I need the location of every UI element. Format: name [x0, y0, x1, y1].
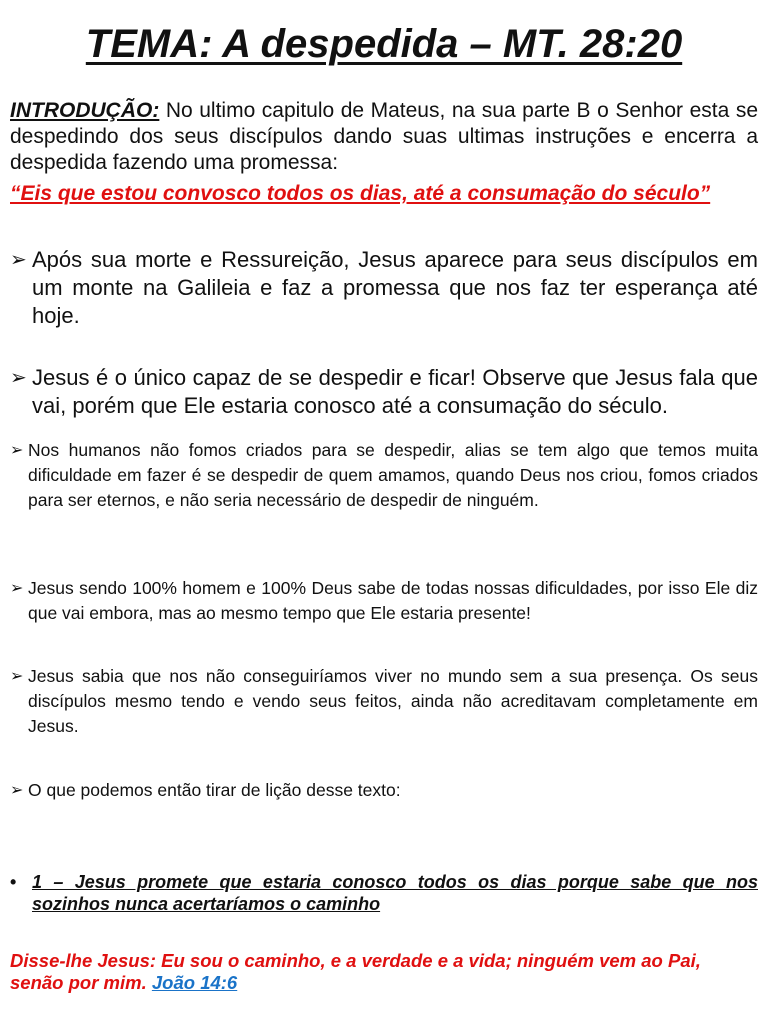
bullet-text: Jesus é o único capaz de se despedir e ficar! Observe que Jesus fala que vai, porém que Ele estaria conosco até a consumação do século.: [32, 365, 758, 418]
bullet-text: Após sua morte e Ressureição, Jesus aparece para seus discípulos em um monte na Galileia e faz a promessa que nos faz ter esperança até hoje.: [32, 247, 758, 328]
introduction-text: No ultimo capitulo de Mateus, na sua parte B o Senhor esta se despedindo dos seus discípulos dando suas ultimas instruções e encerra a despedida fazendo uma promessa:: [10, 99, 758, 174]
bible-verse: [10, 950, 758, 994]
arrow-bullet-icon: ➢: [10, 442, 24, 459]
bullet-text: Jesus sabia que nos não conseguiríamos viver no mundo sem a sua presença. Os seus discípulos mesmo tendo e vendo seus feitos, ainda não acreditavam completamente em Jesus.: [28, 666, 758, 736]
bullet-item: [10, 778, 758, 803]
introduction-label: INTRODUÇÃO:: [10, 99, 160, 122]
bullet-item: [10, 246, 758, 330]
promise-quote: “Eis que estou convosco todos os dias, até a consumação do século”: [10, 182, 711, 205]
arrow-bullet-icon: ➢: [10, 249, 27, 271]
bullet-item: [10, 664, 758, 739]
verse-reference-link[interactable]: João 14:6: [151, 972, 238, 993]
verse-text: Disse-lhe Jesus: Eu sou o caminho, e a verdade e a vida; ninguém vem ao Pai, senão por mim.: [10, 950, 701, 993]
arrow-bullet-icon: ➢: [10, 367, 27, 389]
dot-bullet-icon: •: [10, 872, 17, 892]
lesson-item: [10, 871, 758, 915]
arrow-bullet-icon: ➢: [10, 668, 24, 685]
title-text: TEMA: A despedida – MT. 28:20: [85, 22, 683, 66]
bullet-item: [10, 364, 758, 420]
bullet-item: [10, 438, 758, 513]
bullet-text: Jesus sendo 100% homem e 100% Deus sabe de todas nossas dificuldades, por isso Ele diz que vai embora, mas ao mesmo tempo que Ele estaria presente!: [28, 578, 758, 623]
arrow-bullet-icon: ➢: [10, 580, 24, 597]
lesson-text: 1 – Jesus promete que estaria conosco todos os dias porque sabe que nos sozinhos nunca acertaríamos o caminho: [32, 872, 758, 914]
bullet-text: O que podemos então tirar de lição desse texto:: [28, 780, 401, 800]
page-title: [0, 18, 768, 70]
introduction-paragraph: [10, 98, 758, 176]
bullet-item: [10, 576, 758, 626]
bullet-text: Nos humanos não fomos criados para se despedir, alias se tem algo que temos muita dificuldade em fazer é se despedir de quem amamos, quando Deus nos criou, fomos criados para ser eternos, e não seria necessário de despedir de ninguém.: [28, 440, 758, 510]
arrow-bullet-icon: ➢: [10, 782, 24, 799]
